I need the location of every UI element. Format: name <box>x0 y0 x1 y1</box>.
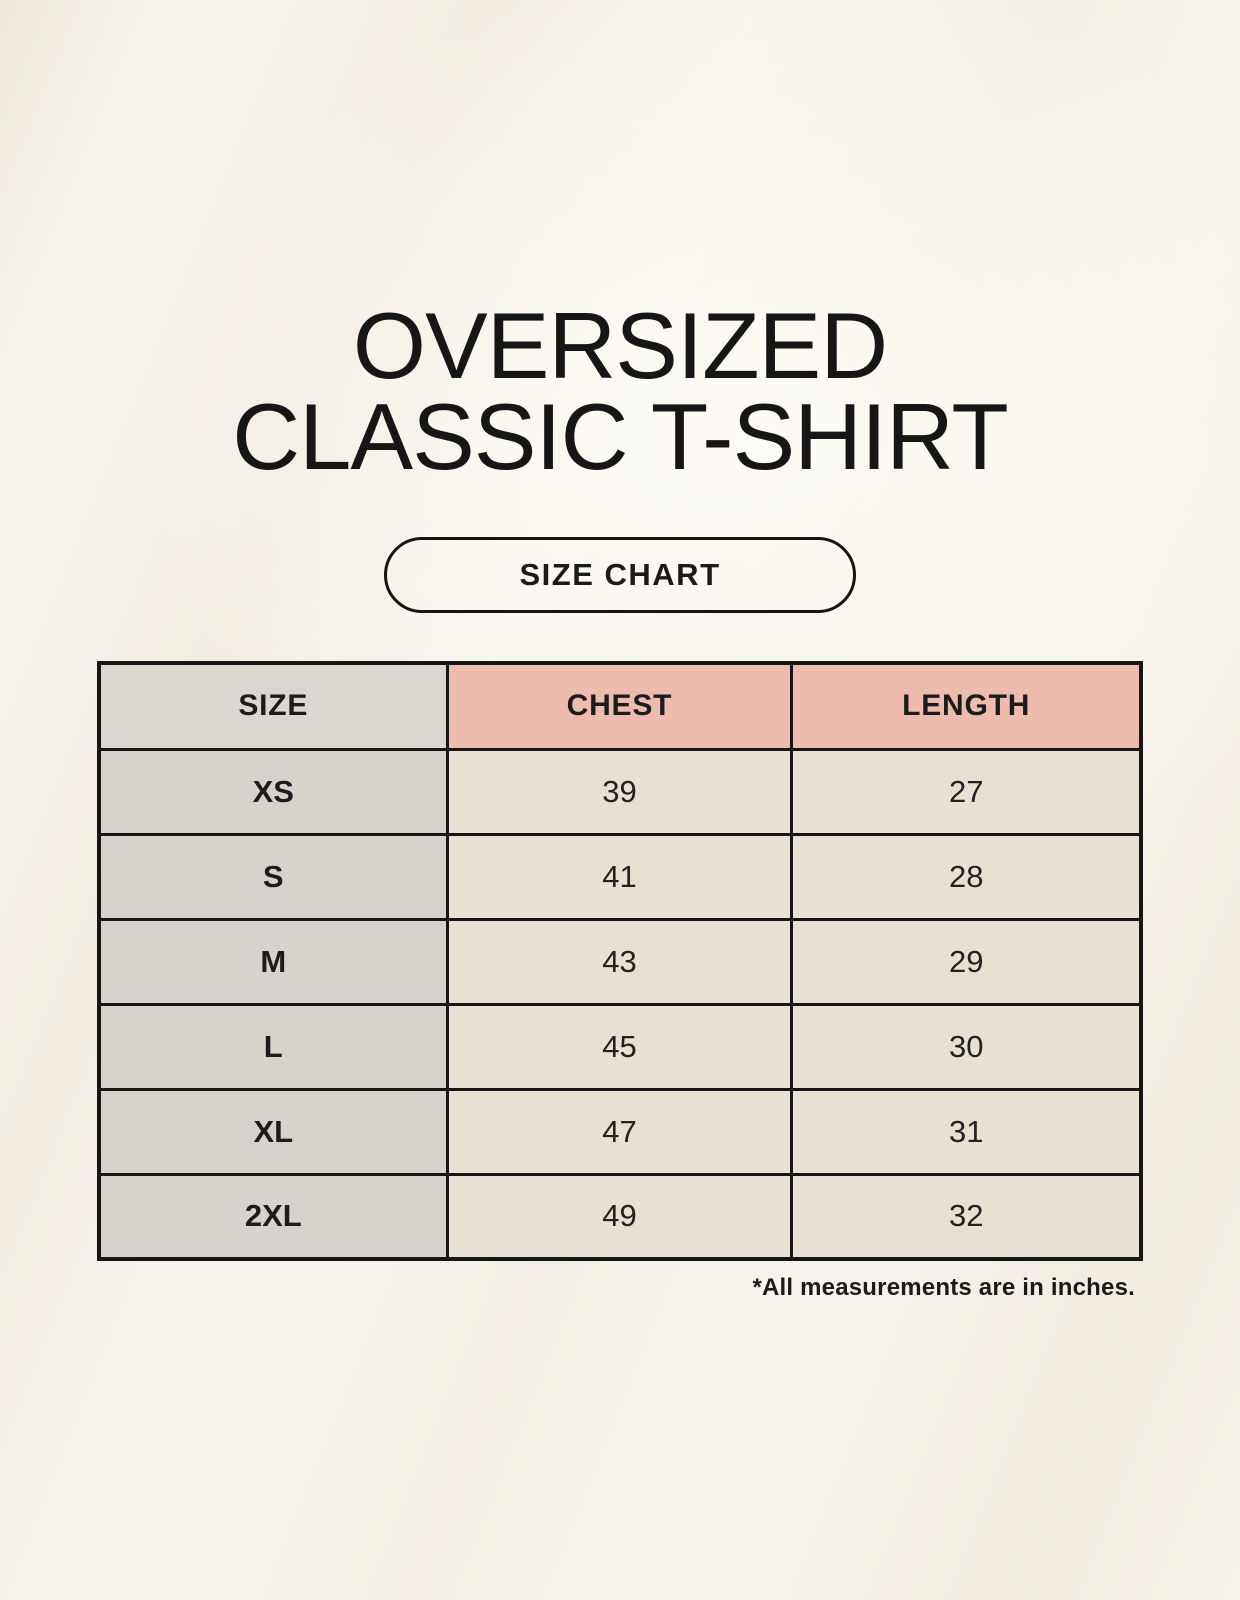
table-header-row <box>99 663 1141 749</box>
chest-value: 41 <box>447 834 792 919</box>
length-value: 28 <box>792 834 1141 919</box>
table-row-xs <box>99 749 1141 834</box>
chest-value: 47 <box>447 1089 792 1174</box>
size-label: M <box>99 919 447 1004</box>
product-title-line1: OVERSIZED <box>352 293 888 398</box>
size-label: XL <box>99 1089 447 1174</box>
chest-value: 49 <box>447 1174 792 1259</box>
chest-value: 39 <box>447 749 792 834</box>
length-value: 27 <box>792 749 1141 834</box>
length-value: 31 <box>792 1089 1141 1174</box>
size-chart-button-label: SIZE CHART <box>519 557 721 592</box>
size-chart-button[interactable] <box>384 537 856 613</box>
table-row-m <box>99 919 1141 1004</box>
chest-value: 43 <box>447 919 792 1004</box>
measurements-note: *All measurements are in inches. <box>752 1274 1135 1301</box>
product-title-line2: CLASSIC T-SHIRT <box>232 384 1008 489</box>
product-title <box>0 293 1240 489</box>
size-label: 2XL <box>99 1174 447 1259</box>
length-value: 29 <box>792 919 1141 1004</box>
table-row-l <box>99 1004 1141 1089</box>
size-label: S <box>99 834 447 919</box>
header-size: SIZE <box>99 663 447 749</box>
size-label: XS <box>99 749 447 834</box>
table-row-xl <box>99 1089 1141 1174</box>
size-chart-table <box>97 661 1143 1261</box>
length-value: 32 <box>792 1174 1141 1259</box>
table-row-s <box>99 834 1141 919</box>
header-chest: CHEST <box>447 663 792 749</box>
header-length: LENGTH <box>792 663 1141 749</box>
table-row-2xl <box>99 1174 1141 1259</box>
length-value: 30 <box>792 1004 1141 1089</box>
size-label: L <box>99 1004 447 1089</box>
chest-value: 45 <box>447 1004 792 1089</box>
